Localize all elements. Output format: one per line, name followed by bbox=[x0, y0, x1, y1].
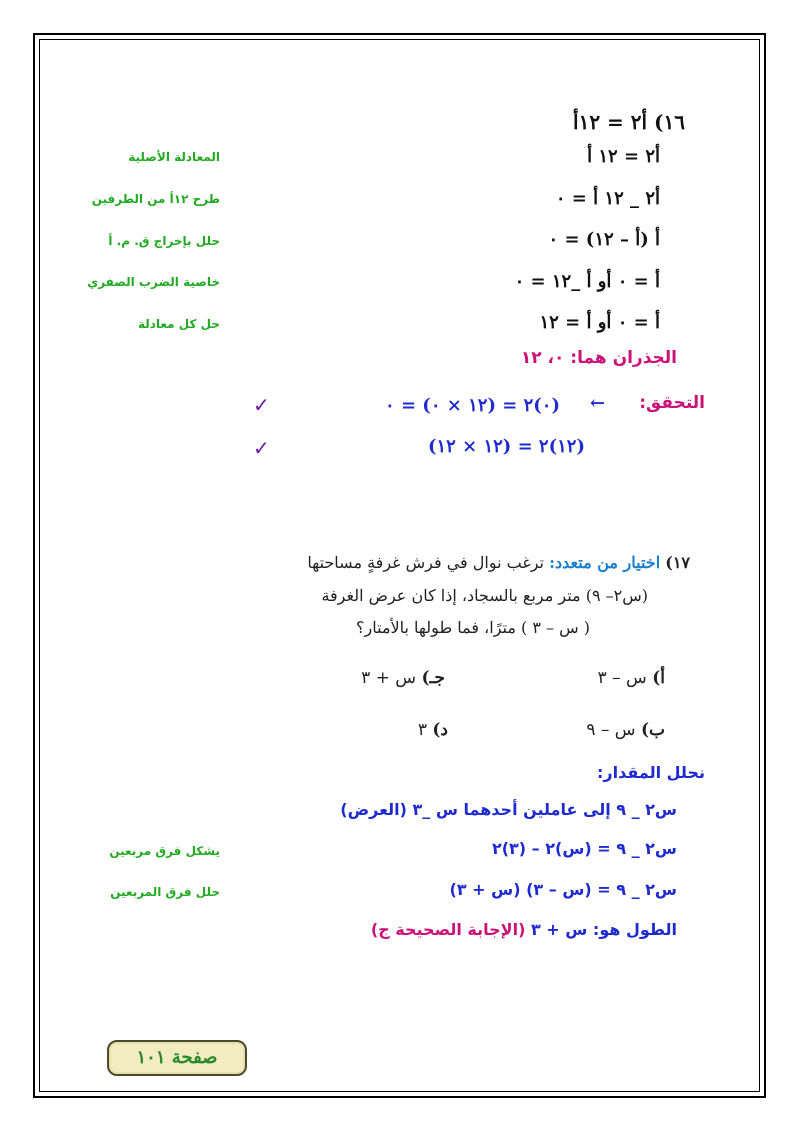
answer-prefix: الطول هو: س + ٣ bbox=[530, 920, 677, 939]
check-mark-icon: ✓ bbox=[253, 393, 270, 417]
solution-line-2: س٢ _ ٩ = (س)٢ – (٣)٢ bbox=[491, 839, 677, 858]
answer-suffix: (الإجابة الصحيحة ج) bbox=[370, 920, 526, 939]
solution-line-1: س٢ _ ٩ إلى عاملين أحدهما س _٣ (العرض) bbox=[340, 800, 677, 819]
option-d-letter: د) bbox=[432, 720, 448, 740]
step-2-note: طرح ١٢أ من الطرفين bbox=[91, 192, 220, 206]
option-a-text: س – ٣ bbox=[597, 668, 647, 688]
solution-title: نحلل المقدار: bbox=[597, 763, 705, 782]
check-2: (١٢)٢ = (١٢ × ١٢) bbox=[427, 436, 585, 457]
solution-line-3: س٢ _ ٩ = (س – ٣) (س + ٣) bbox=[449, 880, 677, 899]
page-number-badge bbox=[107, 1040, 247, 1076]
step-2-math: أ٢ _ ١٢ أ = ٠ bbox=[555, 188, 660, 209]
step-4-note: خاصية الضرب الصفري bbox=[87, 275, 220, 289]
problem-17-text-1: ترغب نوال في فرش غرفةٍ مساحتها bbox=[307, 553, 545, 572]
option-b-letter: ب) bbox=[640, 720, 665, 740]
option-a-letter: أ) bbox=[652, 668, 665, 688]
step-3-math: أ (أ – ١٢) = ٠ bbox=[548, 229, 660, 250]
option-a bbox=[598, 670, 665, 687]
problem-17-line-2: (س٢– ٩) متر مربع بالسجاد، إذا كان عرض الغرفة bbox=[321, 586, 648, 605]
step-5-math: أ = ٠ أو أ = ١٢ bbox=[539, 312, 660, 333]
step-3-note: حلل بإخراج ق. م. أ bbox=[108, 234, 220, 248]
check-1: (٠)٢ = (١٢ × ٠) = ٠ bbox=[385, 395, 560, 416]
step-5-note: حل كل معادلة bbox=[137, 317, 220, 331]
problem-17-line-3: ( س – ٣ ) مترًا، فما طولها بالأمتار؟ bbox=[356, 618, 590, 637]
option-b-text: س – ٩ bbox=[586, 720, 636, 740]
step-1-math: أ٢ = ١٢ أ bbox=[587, 146, 660, 167]
problem-17-label: اختيار من متعدد: bbox=[549, 553, 661, 572]
option-d-text: ٣ bbox=[417, 720, 427, 740]
option-d bbox=[418, 722, 448, 739]
option-c-letter: جـ) bbox=[421, 668, 445, 688]
problem-17-number: ١٧) bbox=[665, 553, 690, 572]
solution-note-3: حلل فرق المربعين bbox=[110, 885, 220, 899]
option-b bbox=[586, 722, 665, 739]
problem-17-line-1 bbox=[307, 555, 690, 571]
solution-note-2: يشكل فرق مربعين bbox=[109, 844, 220, 858]
problem-16-header: ١٦) أ٢ = ١٢أ bbox=[573, 110, 685, 134]
option-c bbox=[361, 670, 445, 687]
check-label: التحقق: bbox=[639, 393, 705, 413]
option-c-text: س + ٣ bbox=[361, 668, 417, 688]
answer-line bbox=[371, 922, 677, 938]
check-arrow: ← bbox=[589, 393, 605, 414]
roots-line: الجذران هما: ٠، ١٢ bbox=[520, 348, 677, 368]
check-mark-icon: ✓ bbox=[253, 436, 270, 460]
step-1-note: المعادلة الأصلية bbox=[128, 150, 220, 164]
page-number-label: صفحة ١٠١ bbox=[136, 1047, 218, 1068]
step-4-math: أ = ٠ أو أ _١٢ = ٠ bbox=[514, 271, 660, 292]
